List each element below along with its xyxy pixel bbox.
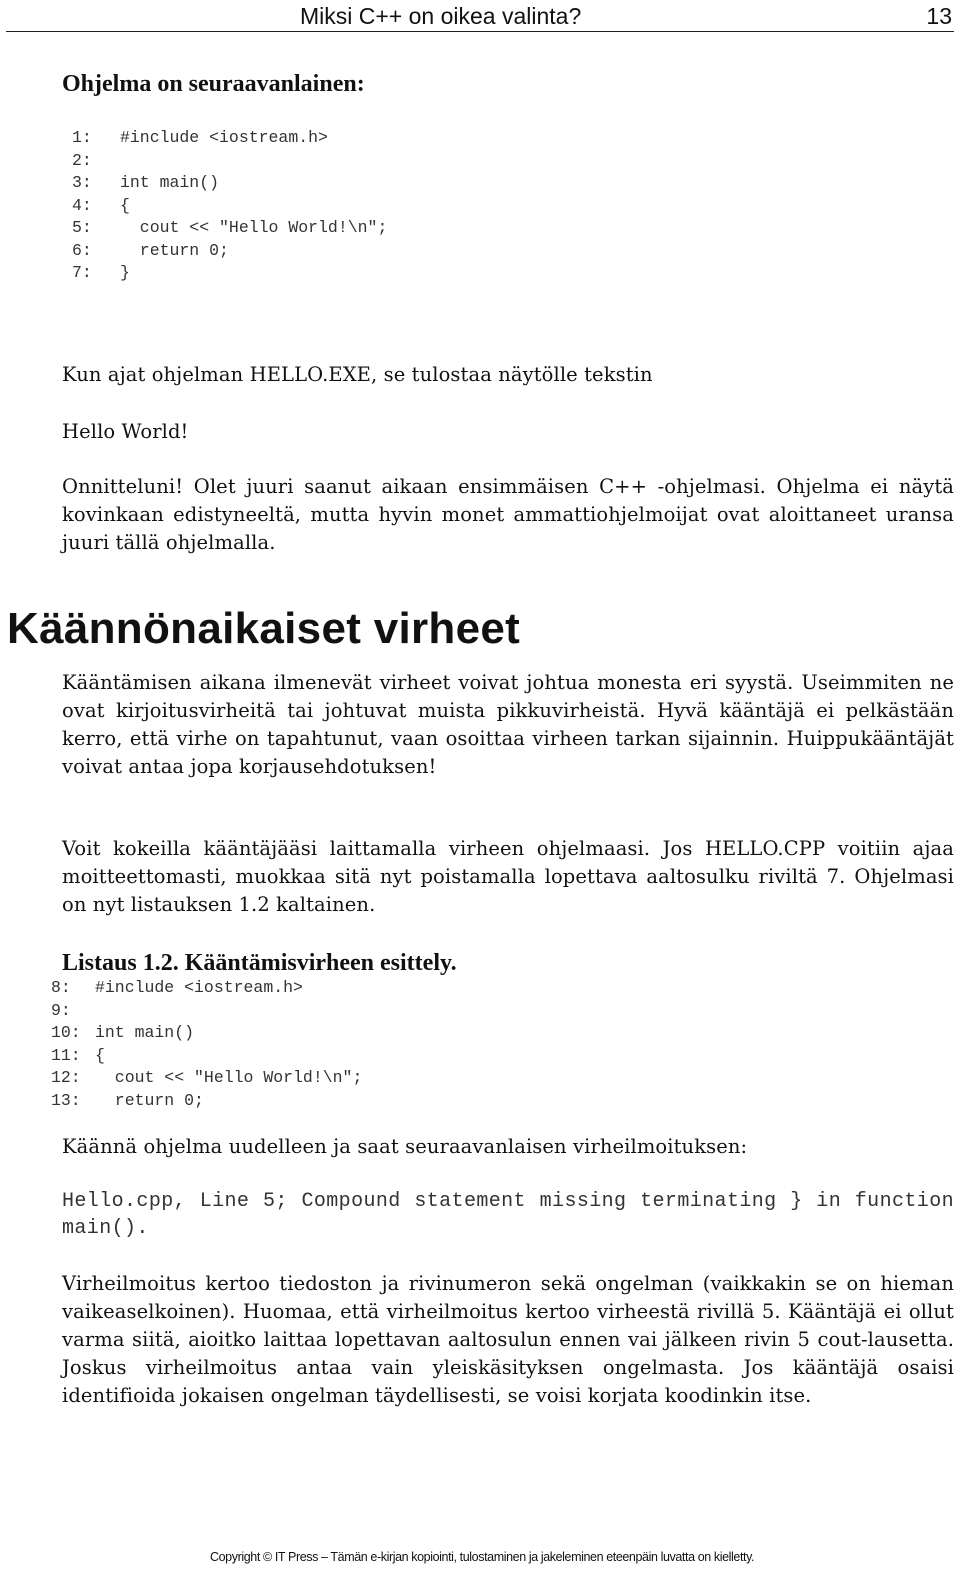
line-number: 9: — [51, 1000, 71, 1020]
code-line — [51, 1000, 943, 1023]
code-listing-2 — [51, 977, 943, 1112]
code-line — [72, 240, 960, 263]
intro-heading: Ohjelma on seuraavanlainen: — [62, 71, 365, 97]
code-line — [51, 1022, 943, 1045]
section-title: Käännönaikaiset virheet — [7, 604, 521, 653]
code-text: cout << "Hello World!\n"; — [120, 218, 388, 237]
paragraph-recompile: Käännä ohjelma uudelleen ja saat seuraavanlaisen virheilmoituksen: — [62, 1135, 748, 1158]
line-number: 12: — [51, 1068, 81, 1087]
code-line — [72, 127, 960, 150]
line-number: 2: — [72, 150, 92, 170]
paragraph-errors: Kääntämisen aikana ilmenevät virheet voivat johtua monesta eri syystä. Useimmiten ne ovat kirjoitusvirheitä tai johtuvat muista pikkuvirheistä. Hyvä kääntäjä ei pelkästään kerro, että virhe on tapahtunut, vaan osoittaa virheen tarkan sijainnin. Huippukääntäjät voivat antaa jopa korjausehdotuksen! — [62, 671, 954, 778]
code-line — [72, 150, 960, 173]
code-text: int main() — [95, 1023, 195, 1042]
error-message: Hello.cpp, Line 5; Compound statement missing terminating } in function main(). — [62, 1190, 954, 1240]
code-text: int main() — [120, 173, 220, 192]
code-text: { — [95, 1045, 105, 1065]
code-line — [72, 195, 960, 218]
code-listing-1 — [72, 127, 960, 285]
paragraph-explain: Virheilmoitus kertoo tiedoston ja rivinumeron sekä ongelman (vaikkakin se on hieman vaikeaselkoinen). Huomaa, että virheilmoitus kertoo virheestä rivillä 5. Kääntäjä ei ollut varma siitä, aioitko laittaa lopettavan aaltosulun ennen vai jälkeen rivin 5 cout-lausetta. Joskus virheilmoitus antaa vain yleiskäsityksen ongelmasta. Jos kääntäjä osaisi identifioida jokaisen ongelman täydellisesti, se voisi korjata koodinkin itse. — [62, 1272, 954, 1407]
code-text: return 0; — [95, 1090, 204, 1110]
line-number: 11: — [51, 1045, 81, 1065]
code-line — [72, 262, 960, 285]
running-header — [0, 0, 960, 34]
code-line — [72, 217, 960, 240]
code-line — [51, 1045, 943, 1068]
program-output: Hello World! — [62, 420, 189, 443]
copyright-footer: Copyright © IT Press – Tämän e-kirjan kopiointi, tulostaminen ja jakeleminen eteenpäin luvatta on kielletty. — [210, 1550, 755, 1564]
line-number: 13: — [51, 1090, 81, 1110]
line-number: 10: — [51, 1023, 81, 1042]
header-title: Miksi C++ on oikea valinta? — [300, 3, 582, 29]
code-text: return 0; — [120, 240, 229, 260]
line-number: 4: — [72, 195, 92, 215]
code-line — [51, 977, 943, 1000]
line-number: 8: — [51, 978, 71, 997]
code-text: cout << "Hello World!\n"; — [95, 1068, 363, 1087]
code-text: #include <iostream.h> — [120, 128, 328, 147]
line-number: 1: — [72, 128, 92, 147]
code-text: #include <iostream.h> — [95, 978, 303, 997]
code-line — [51, 1090, 943, 1113]
page-number: 13 — [926, 3, 952, 29]
paragraph-try: Voit kokeilla kääntäjääsi laittamalla virheen ohjelmaasi. Jos HELLO.CPP voitiin ajaa moitteettomasti, muokkaa sitä nyt poistamalla lopettava aaltosulku riviltä 7. Ohjelmasi on nyt listauksen 1.2 kaltainen. — [62, 837, 954, 916]
line-number: 7: — [72, 263, 92, 282]
code-text: } — [120, 263, 130, 282]
code-line — [72, 172, 960, 195]
line-number: 5: — [72, 218, 92, 237]
code-line — [51, 1067, 943, 1090]
line-number: 6: — [72, 240, 92, 260]
header-rule — [6, 31, 954, 32]
paragraph-run: Kun ajat ohjelman HELLO.EXE, se tulostaa näytölle tekstin — [62, 363, 653, 386]
line-number: 3: — [72, 173, 92, 192]
listing-caption: Listaus 1.2. Kääntämisvirheen esittely. — [62, 950, 457, 976]
code-text: { — [120, 195, 130, 215]
paragraph-congrats: Onnitteluni! Olet juuri saanut aikaan ensimmäisen C++ -ohjelmasi. Ohjelma ei näytä kovinkaan edistyneeltä, mutta hyvin monet ammattiohjelmoijat ovat aloittaneet uransa juuri tällä ohjelmalla. — [62, 475, 954, 554]
